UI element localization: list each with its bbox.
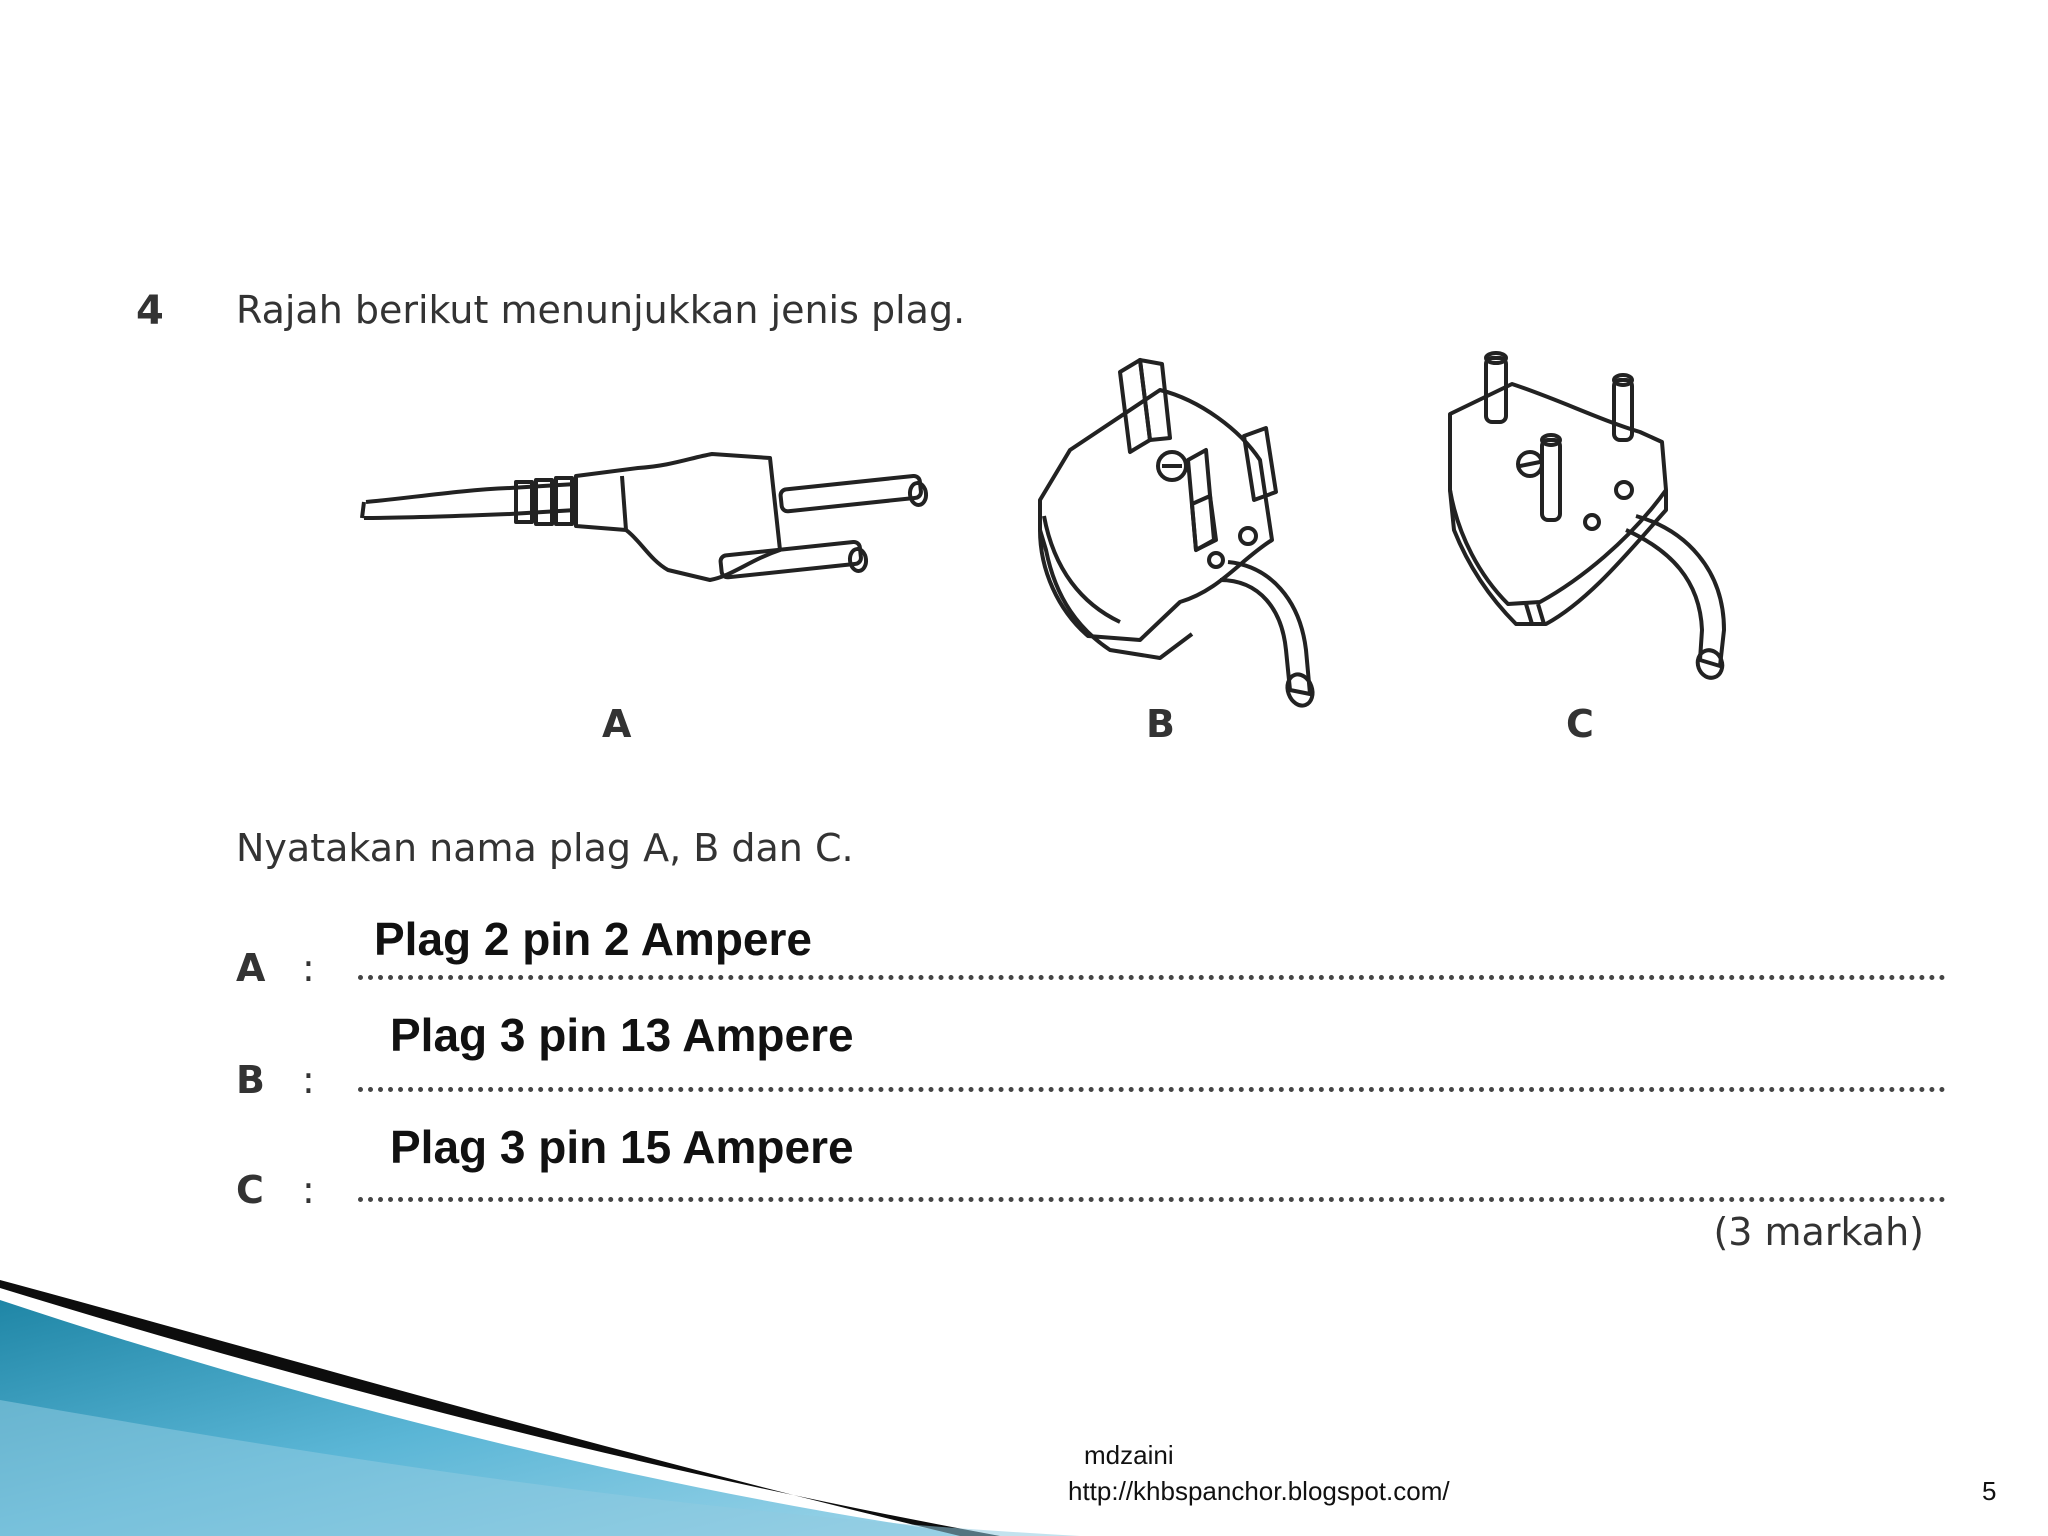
dotted-answer-line: [358, 1197, 1946, 1202]
row-colon: :: [302, 1168, 315, 1212]
footer-url: http://khbspanchor.blogspot.com/: [1068, 1476, 1450, 1506]
row-letter-a: A: [236, 946, 266, 990]
footer-author: mdzaini: [1084, 1440, 1174, 1470]
plug-b-illustration: [1040, 360, 1317, 709]
row-colon: :: [302, 1058, 315, 1102]
answer-b: Plag 3 pin 13 Ampere: [390, 1009, 854, 1061]
question-number: 4: [136, 288, 164, 334]
plug-c-illustration: [1450, 353, 1726, 681]
dotted-answer-line: [358, 1087, 1946, 1092]
plug-label-a: A: [602, 702, 632, 746]
row-letter-c: C: [236, 1168, 264, 1212]
page-number: 5: [1982, 1476, 1997, 1506]
plug-a-illustration: [362, 454, 927, 580]
answer-c: Plag 3 pin 15 Ampere: [390, 1121, 854, 1173]
plug-label-b: B: [1146, 702, 1175, 746]
plug-figure: [340, 340, 1740, 740]
instruction-text: Nyatakan nama plag A, B dan C.: [236, 826, 854, 870]
row-colon: :: [302, 946, 315, 990]
dotted-answer-line: [358, 975, 1946, 980]
question-text: Rajah berikut menunjukkan jenis plag.: [236, 288, 966, 332]
row-letter-b: B: [236, 1058, 265, 1102]
answer-a: Plag 2 pin 2 Ampere: [374, 913, 812, 965]
decorative-swoosh: [0, 1280, 1100, 1536]
marks-label: (3 markah): [1713, 1210, 1924, 1254]
plug-label-c: C: [1566, 702, 1594, 746]
